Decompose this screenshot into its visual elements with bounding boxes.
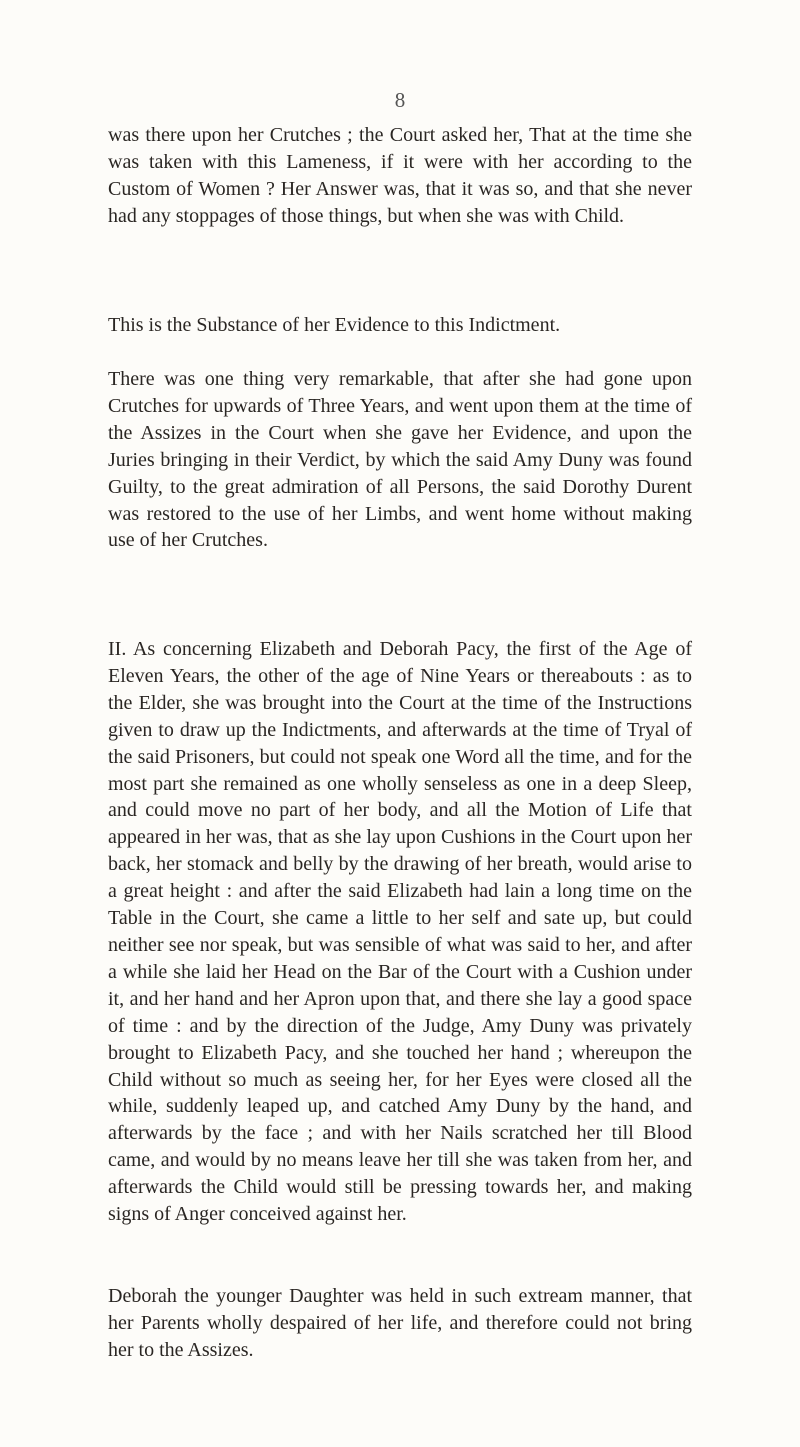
page-number: 8 bbox=[394, 88, 406, 112]
paragraph-4: II. As concerning Elizabeth and Deborah Pacy, the first of the Age of Eleven Years, the other of the age of Nine Years or thereabouts : as to the Elder, she was brought into the Court at the time of the Instructions given to draw up the Indictments, and afterwards at the time of Tryal of the said Prisoners, but could not speak one Word all the time, and for the most part she remained as one wholly senseless as one in a deep Sleep, and could move no part of her body, and all the Motion of Life that appeared in her was, that as she lay upon Cushions in the Court upon her back, her stomack and belly by the drawing of her breath, would arise to a great height : and after the said Elizabeth had lain a long time on the Table in the Court, she came a little to her self and sate up, but could neither see nor speak, but was sensible of what was said to her, and after a while she laid her Head on the Bar of the Court with a Cushion under it, and her hand and her Apron upon that, and there she lay a good space of time : and by the direction of the Judge, Amy Duny was privately brought to Elizabeth Pacy, and she touched her hand ; whereupon the Child without so much as seeing her, for her Eyes were closed all the while, suddenly leaped up, and catched Amy Duny by the hand, and afterwards by the face ; and with her Nails scratched her till Blood came, and would by no means leave her till she was taken from her, and afterwards the Child would still be pressing towards her, and making signs of Anger conceived against her. bbox=[108, 638, 692, 1226]
paragraph-2: This is the Substance of her Evidence to this Indictment. bbox=[108, 314, 561, 336]
paragraph-5: Deborah the younger Daughter was held in such extream manner, that her Parents wholly despaired of her life, and therefore could not bring her to the Assizes. bbox=[108, 1285, 692, 1361]
paragraph-3: There was one thing very remarkable, that after she had gone upon Crutches for upwards of Three Years, and went upon them at the time of the Assizes in the Court when she gave her Evidence, and upon the Juries bringing in their Verdict, by which the said Amy Duny was found Guilty, to the great admiration of all Persons, the said Dorothy Durent was restored to the use of her Limbs, and went home without making use of her Crutches. bbox=[108, 368, 692, 552]
paragraph-1: was there upon her Crutches ; the Court asked her, That at the time she was taken with this Lameness, if it were with her according to the Custom of Women ? Her Answer was, that it was so, and that she never had any stoppages of those things, but when she was with Child. bbox=[108, 124, 692, 227]
